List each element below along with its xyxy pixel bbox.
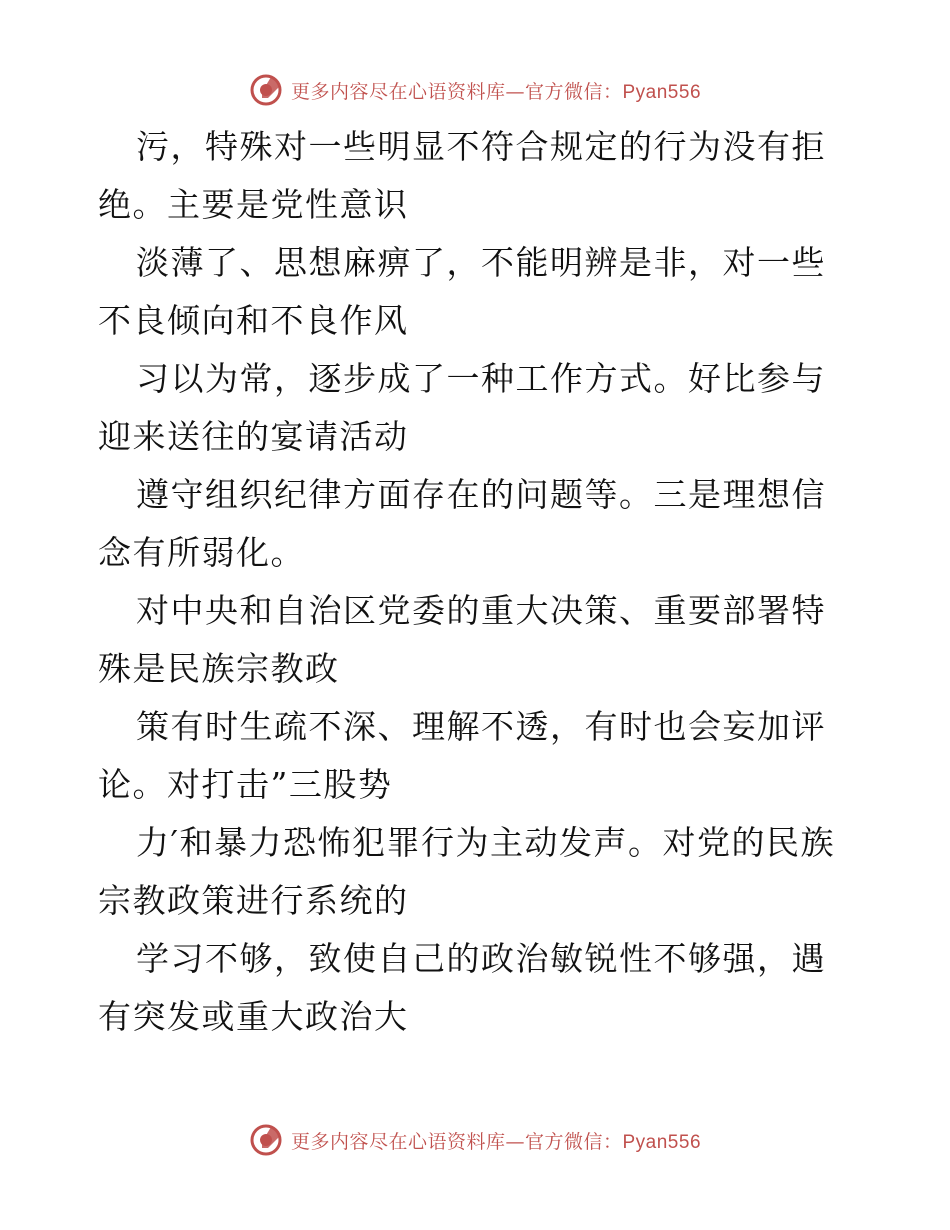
paragraph: 策有时生疏不深、理解不透，有时也会妄加评论。对打击”三股势 <box>98 707 826 804</box>
document-body <box>98 118 858 1046</box>
header-banner-id: Pyan556 <box>622 81 702 103</box>
pen-logo-icon <box>249 1123 283 1157</box>
header-banner-cn: 更多内容尽在心语资料库—官方微信： <box>290 80 623 103</box>
paragraph: 淡薄了、思想麻痹了，不能明辨是非，对一些不良倾向和不良作风 <box>98 243 826 340</box>
footer-banner-id: Pyan556 <box>622 1131 702 1153</box>
header-banner-text <box>291 77 701 104</box>
paragraph: 学习不够，致使自己的政治敏锐性不够强，遇有突发或重大政治大 <box>98 939 826 1036</box>
footer-banner-text <box>291 1127 701 1154</box>
paragraph: 力′和暴力恐怖犯罪行为主动发声。对党的民族宗教政策进行系统的 <box>98 823 835 920</box>
footer-banner <box>0 1120 950 1160</box>
paragraph: 习以为常，逐步成了一种工作方式。好比参与迎来送往的宴请活动 <box>98 359 826 456</box>
paragraph: 遵守组织纪律方面存在的问题等。三是理想信念有所弱化。 <box>98 475 826 572</box>
paragraph: 污，特殊对一些明显不符合规定的行为没有拒绝。主要是党性意识 <box>98 127 826 224</box>
header-banner <box>0 70 950 110</box>
footer-banner-cn: 更多内容尽在心语资料库—官方微信： <box>290 1130 623 1153</box>
paragraph: 对中央和自治区党委的重大决策、重要部署特殊是民族宗教政 <box>98 591 826 688</box>
pen-logo-icon <box>249 73 283 107</box>
